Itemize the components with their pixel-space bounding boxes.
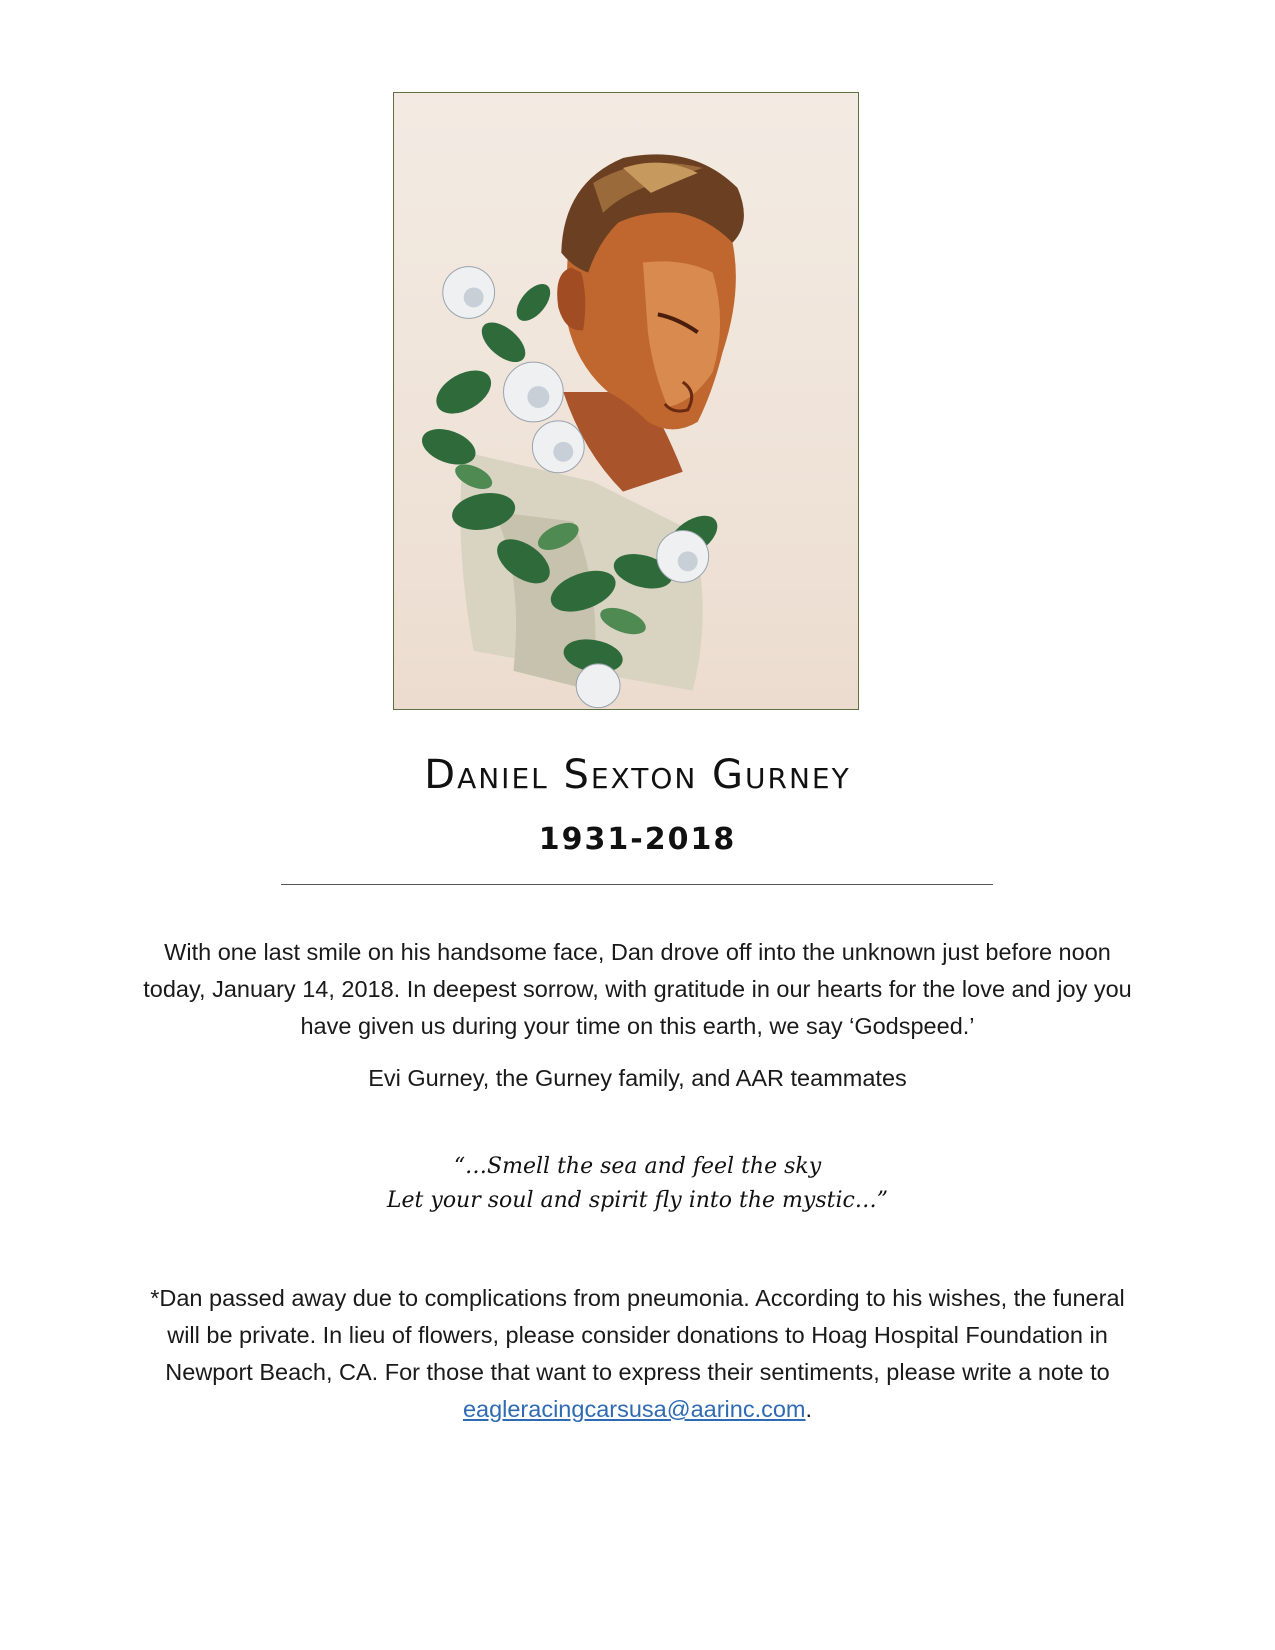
funeral-note-paragraph: [140, 1280, 1135, 1428]
email-link[interactable]: eagleracingcarsusa@aarinc.com: [462, 1396, 806, 1422]
tribute-paragraph: With one last smile on his handsome face, Dan drove off into the unknown just before noon today, January 14, 2018. In deepest sorrow, with gratitude in our hearts for the love and joy you have given us during your time on this earth, we say ‘Godspeed.’: [143, 939, 1132, 1039]
portrait-painting-icon: [394, 93, 858, 709]
signoff-line: Evi Gurney, the Gurney family, and AAR teammates: [368, 1065, 907, 1091]
life-years: 1931-2018: [538, 822, 737, 857]
deceased-name: Daniel Sexton Gurney: [424, 752, 851, 798]
quote-line-2: Let your soul and spirit fly into the mystic…”: [386, 1188, 889, 1213]
quote-line-1: “…Smell the sea and feel the sky: [453, 1154, 822, 1179]
divider-rule: [281, 884, 993, 885]
portrait-frame: [393, 92, 859, 710]
quote-block: [0, 1150, 1275, 1218]
funeral-note-end: .: [805, 1396, 813, 1422]
funeral-note-text: *Dan passed away due to complications from pneumonia. According to his wishes, the funeral will be private. In lieu of flowers, please consider donations to Hoag Hospital Foundation in Newport Beach, CA. For those that want to express their sentiments, please write a note to: [150, 1285, 1125, 1385]
